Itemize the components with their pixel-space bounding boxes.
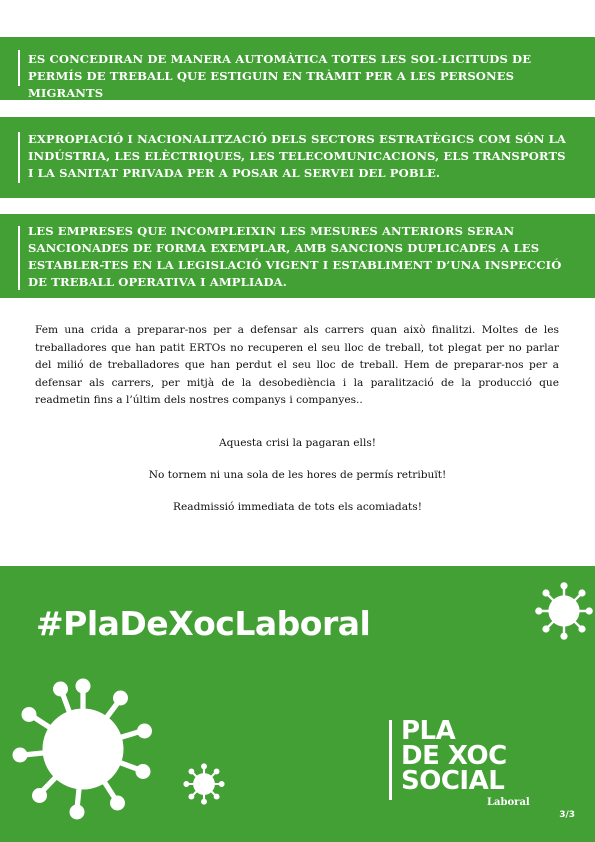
demand-banner-2 [0, 117, 595, 198]
slogan-1: Aquesta crisi la pagaran ells! [218, 437, 377, 449]
hashtag-title: #PlaDeXocLaboral [36, 604, 371, 643]
virus-icon [534, 580, 594, 642]
banner-accent-bar [18, 50, 20, 86]
logo-line-3: SOCIAL [401, 766, 505, 796]
page-number: 3/3 [559, 810, 575, 820]
logo-line-2: DE XOC [401, 741, 507, 771]
banner-text: ES CONCEDIRAN DE MANERA AUTOMÀTICA TOTES LES SOL·LICITUDS DE PERMÍS DE TREBALL QUE ESTIGUIN EN TRÀMIT PER A LES PERSONES MIGRANTS [28, 52, 532, 100]
pla-de-xoc-social-logo [389, 718, 539, 808]
footer-panel [0, 566, 595, 842]
banner-accent-bar [18, 226, 20, 290]
banner-text: LES EMPRESES QUE INCOMPLEIXIN LES MESURES ANTERIORS SERAN SANCIONADES DE FORMA EXEMPLAR, AMB SANCIONS DUPLICADES A LES ESTABLER-TES EN LA LEGISLACIÓ VIGENT I ESTABLIMENT D’UNA INSPECCIÓ DE TREBALL OPERATIVA I AMPLIADA. [28, 224, 562, 289]
slogan-2: No tornem ni una sola de les hores de permís retribuït! [148, 469, 447, 481]
virus-icon [183, 763, 225, 805]
demand-banner-1 [0, 37, 595, 100]
logo-line-1: PLA [401, 716, 456, 746]
banner-accent-bar [18, 132, 20, 183]
virus-icon [8, 674, 158, 824]
slogan-3: Readmissió immediata de tots els acomiadats! [173, 501, 422, 513]
demand-banner-3 [0, 214, 595, 298]
body-paragraph: Fem una crida a preparar-nos per a defensar als carrers quan això finalitzi. Moltes de les treballadores que han patit ERTOs no recuperen el seu lloc de treball, tot plegat per no parlar del milió de treballadores que han perdut el seu lloc de treball. Hem de preparar-nos per a defensar als carrers, per mitjà de la desobediència i la paralització de la producció que readmetin fins a l’últim dels nostres companys i companyes.. [35, 324, 559, 406]
logo-accent-bar [389, 720, 392, 800]
logo-subtitle: Laboral [487, 797, 530, 808]
banner-text: EXPROPIACIÓ I NACIONALITZACIÓ DELS SECTORS ESTRATÈGICS COM SÓN LA INDÚSTRIA, LES ELÈCTRIQUES, LES TELECOMUNICACIONS, ELS TRANSPORTS I LA SANITAT PRIVADA PER A POSAR AL SERVEI DEL POBLE. [28, 132, 566, 180]
